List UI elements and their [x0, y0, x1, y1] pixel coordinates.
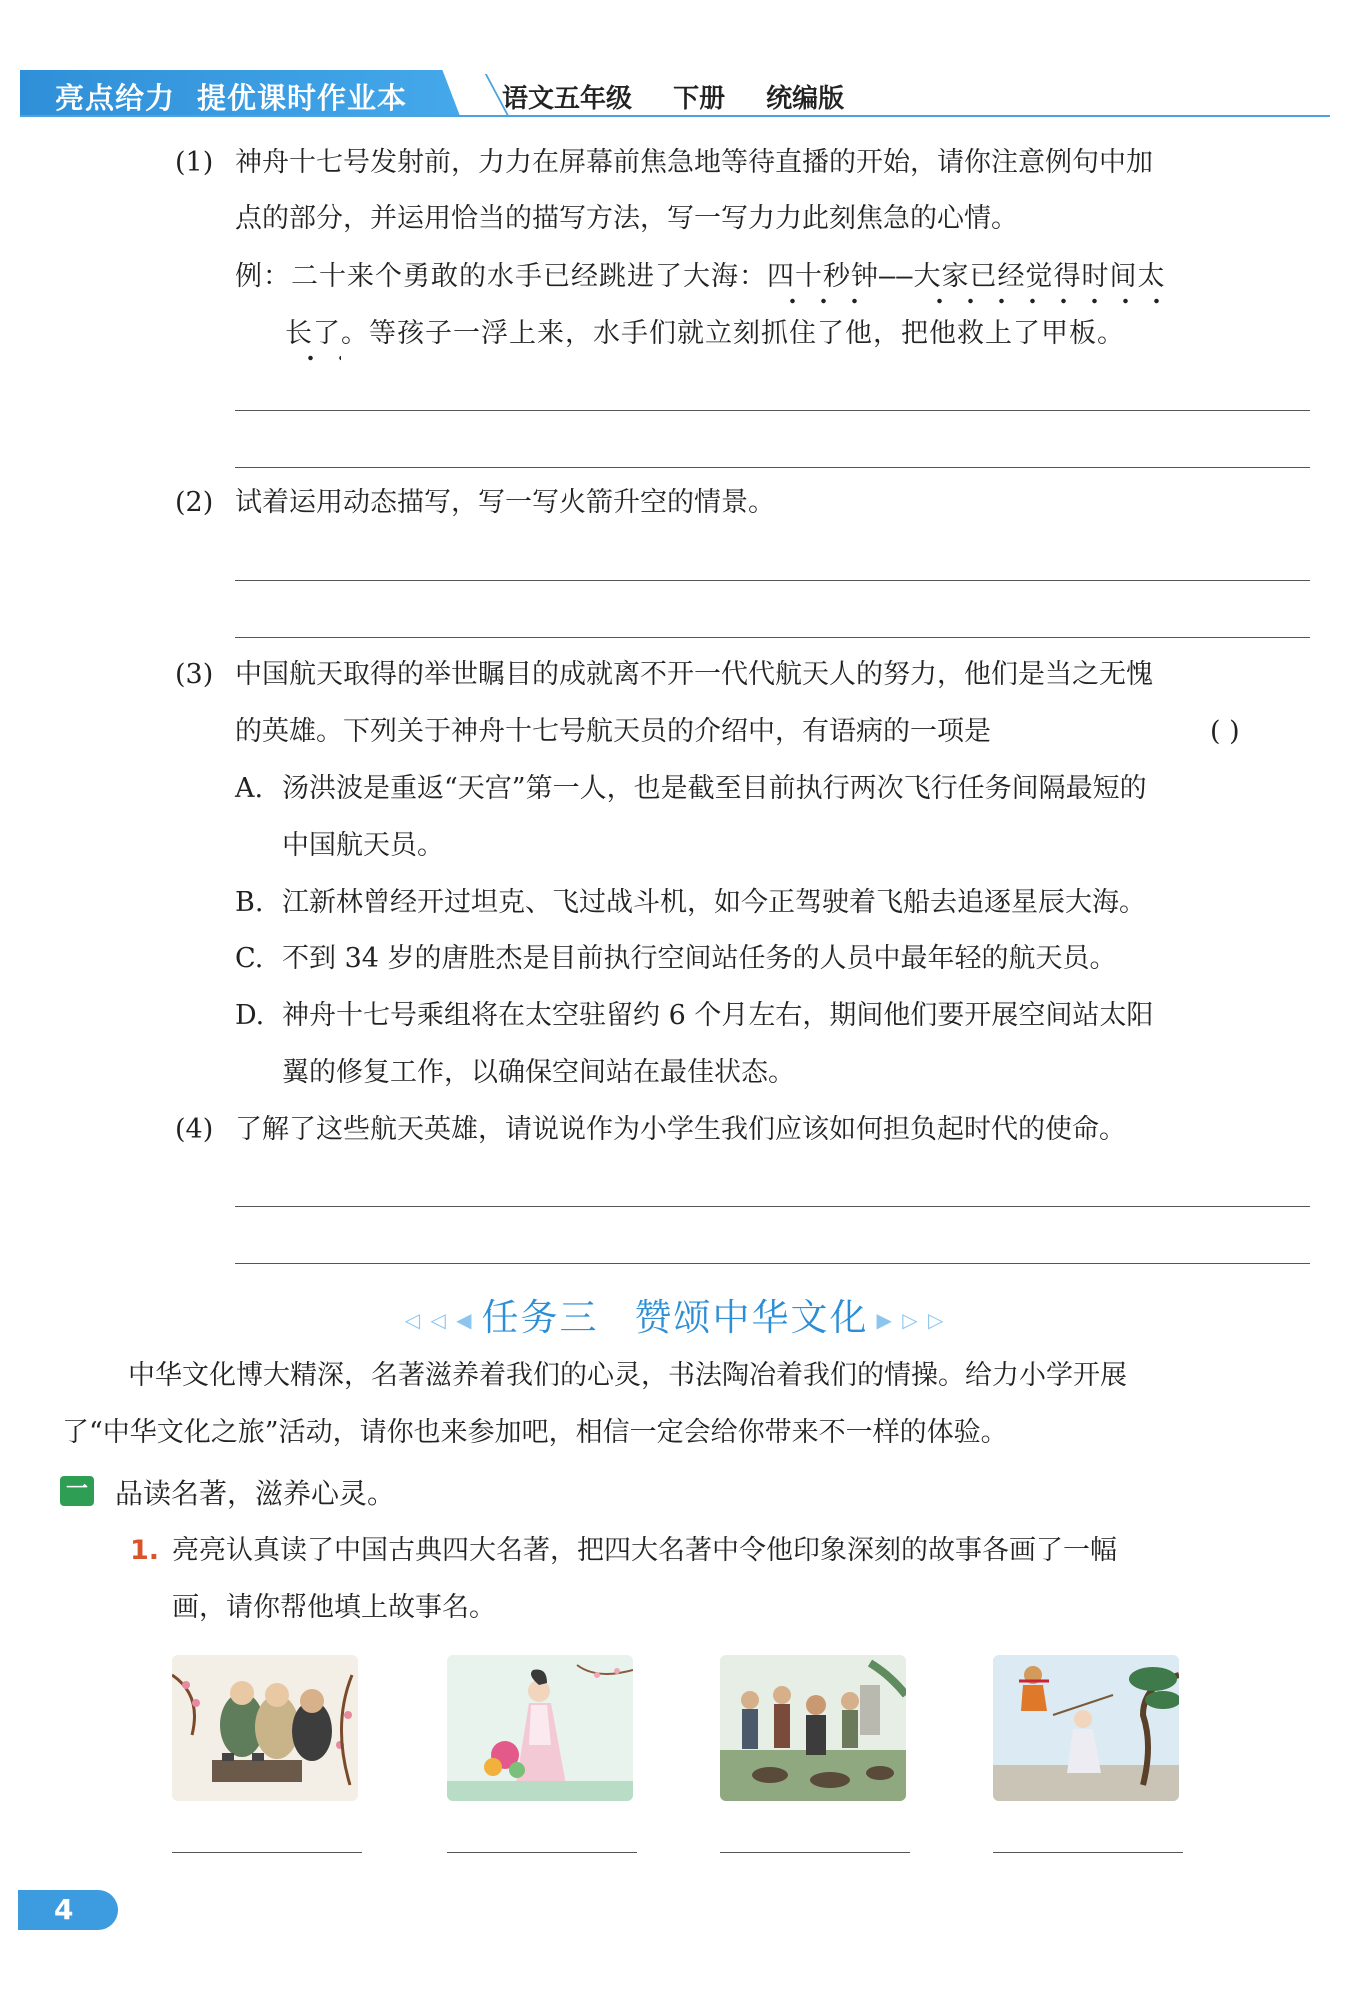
- subject: 语文五年级: [502, 84, 633, 114]
- left-arrows-icon: ◁ ◁ ◀: [404, 1307, 474, 1332]
- item-line2: 画，请你帮他填上故事名。: [172, 1592, 496, 1623]
- q4-number: (4): [175, 1114, 214, 1145]
- q1-prompt-line2: 点的部分，并运用恰当的描写方法，写一写力力此刻焦急的心情。: [235, 203, 1018, 234]
- edition: 统编版: [766, 84, 845, 114]
- emphasis-dotted-2: 大家已经觉得时间太: [914, 258, 1166, 296]
- intro-line2: 了“中华文化之旅”活动，请你也来参加吧，相信一定会给你带来不一样的体验。: [62, 1417, 1008, 1448]
- example-prefix: 例：二十来个勇敢的水手已经跳进了大海：: [235, 261, 767, 292]
- story-name-input[interactable]: [720, 1852, 910, 1853]
- right-arrows-icon: ▶ ▷ ▷: [876, 1307, 946, 1332]
- emphasis-dotted-3: 长了: [285, 315, 341, 353]
- option-c-line1: 不到 34 岁的唐胜杰是目前执行空间站任务的人员中最年轻的航天员。: [282, 943, 1117, 974]
- illustration-taoyuan-brothers: [172, 1655, 358, 1801]
- option-d-label: D.: [235, 1000, 265, 1031]
- example-dash: ——: [879, 261, 914, 292]
- header-title: [55, 76, 407, 117]
- q3-prompt-line2: 的英雄。下列关于神舟十七号航天员的介绍中，有语病的一项是: [235, 716, 991, 747]
- story-name-input[interactable]: [172, 1852, 362, 1853]
- q1-number: (1): [175, 147, 214, 178]
- option-b-label: B.: [235, 887, 264, 918]
- answer-line[interactable]: [235, 1206, 1310, 1207]
- q2-number: (2): [175, 487, 214, 518]
- option-c-label: C.: [235, 943, 264, 974]
- q4-prompt: 了解了这些航天英雄，请说说作为小学生我们应该如何担负起时代的使命。: [235, 1114, 1126, 1145]
- q1-example-line2: [285, 315, 1125, 353]
- q1-example-line1: [235, 258, 1166, 296]
- option-b-line1: 江新林曾经开过坦克、飞过战斗机，如今正驾驶着飞船去追逐星辰大海。: [282, 887, 1146, 918]
- intro-line1: 中华文化博大精深，名著滋养着我们的心灵，书法陶冶着我们的情操。给力小学开展: [128, 1360, 1127, 1391]
- answer-line[interactable]: [235, 637, 1310, 638]
- answer-parentheses[interactable]: ( ): [1210, 716, 1240, 747]
- part-badge: 一: [60, 1476, 94, 1506]
- illustration-journey-to-the-west: [993, 1655, 1179, 1801]
- option-a-line2: 中国航天员。: [282, 830, 444, 861]
- q2-prompt: 试着运用动态描写，写一写火箭升空的情景。: [235, 487, 775, 518]
- header-rule: [20, 115, 1330, 117]
- answer-line[interactable]: [235, 410, 1310, 411]
- q1-prompt-line1: 神舟十七号发射前，力力在屏幕前焦急地等待直播的开始，请你注意例句中加: [235, 147, 1153, 178]
- answer-line[interactable]: [235, 467, 1310, 468]
- volume: 下册: [673, 84, 726, 114]
- example-rest: 。等孩子一浮上来，水手们就立刻抓住了他，把他救上了甲板。: [341, 318, 1125, 349]
- option-a-line1: 汤洪波是重返“天宫”第一人，也是截至目前执行两次飞行任务间隔最短的: [282, 773, 1147, 804]
- task-title: 赞颂中华文化: [634, 1296, 869, 1339]
- section-heading: [0, 1287, 1350, 1341]
- item-line1: 亮亮认真读了中国古典四大名著，把四大名著中令他印象深刻的故事各画了一幅: [172, 1535, 1117, 1566]
- illustration-daiyu-burying-flowers: [447, 1655, 633, 1801]
- item-number: 1.: [130, 1535, 160, 1566]
- brand: 亮点给力: [55, 81, 176, 115]
- emphasis-dotted-1: 四十秒钟: [767, 258, 879, 296]
- page-number: 4: [18, 1890, 118, 1930]
- story-name-input[interactable]: [993, 1852, 1183, 1853]
- header-book-info: [502, 78, 876, 115]
- q3-number: (3): [175, 659, 214, 690]
- answer-line[interactable]: [235, 1263, 1310, 1264]
- task-label: 任务三: [481, 1296, 599, 1339]
- option-a-label: A.: [235, 773, 264, 804]
- answer-line[interactable]: [235, 580, 1310, 581]
- option-d-line1: 神舟十七号乘组将在太空驻留约 6 个月左右，期间他们要开展空间站太阳: [282, 1000, 1154, 1031]
- series: 提优课时作业本: [197, 81, 408, 115]
- part-title: 品读名著，滋养心灵。: [115, 1477, 396, 1510]
- illustration-water-margin: [720, 1655, 906, 1801]
- q3-prompt-line1: 中国航天取得的举世瞩目的成就离不开一代代航天人的努力，他们是当之无愧: [235, 659, 1153, 690]
- story-name-input[interactable]: [447, 1852, 637, 1853]
- option-d-line2: 翼的修复工作，以确保空间站在最佳状态。: [282, 1057, 795, 1088]
